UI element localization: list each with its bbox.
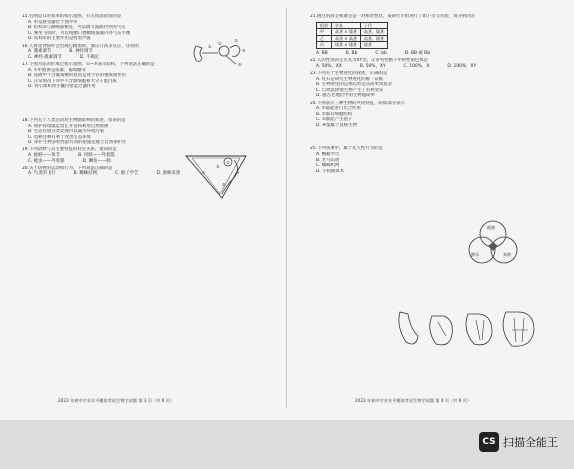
nephron-label-3: ③ xyxy=(226,160,230,165)
venn-label-right: 真菌 xyxy=(503,252,511,257)
left-page-footer: 2023 年初中学业水平模拟考试生物学试题 第 3 页（共 6 页） xyxy=(58,398,175,403)
heart-diagrams xyxy=(392,306,542,352)
camscanner-logo-icon: CS xyxy=(479,432,499,452)
question-20: 20.关于动物的运动和行为，下列说法正确的是 A. 鸟类的飞行 B. 蜘蛛结网 C. 猴子学艺 D. 蜜蜂采蜜 xyxy=(22,165,181,177)
question-17: 17.下图为尿的形成过程示意图，①~⑤表示结构，下列说法正确的是 A. ①中液体是尿素、葡萄糖等 B. 尿液中不含葡萄糖的原因是肾小管的重吸收作用 C. 正常情况下⑤中不含血细胞和大分子蛋白质 D. 肾小球和肾小囊内壁起过滤作用 xyxy=(22,61,155,90)
watermark-text: 扫描全能王 xyxy=(503,436,558,449)
scanner-watermark xyxy=(479,432,558,452)
question-22: 22.人的性别决定方式为XY型，正常男性精子中的性染色体是 A. 50%，XX B. 50%，XY C. 100%，X D. 100%，XY xyxy=(310,58,477,69)
question-15: 15.右图是耳的基本结构示意图，有关说法错误的是 A. 听觉感受器位于图中⑤ B. 结构③与鼻咽部相连，可以调节鼓膜内外的气压 C. 乘坐飞机时，可以咀嚼口香糖使鼓膜内外气压平衡 D. 结构①的主要作用是收集声波 xyxy=(22,14,131,42)
question-19: 19.下列动物与其主要特征的对应关系，错误的是 A. 蚯蚓——体节 B. 河蚌——外套膜 C. 蝗虫——外骨骼 D. 鲫鱼——肺 xyxy=(22,147,117,164)
question-24: 24.下图表示三种生物的共同特征，阴影部分表示 A. ①都能进行光合作用 B. ②都有细胞结构 C. ③都能产生孢子 D. ④都属于真核生物 xyxy=(310,100,405,128)
venn-diagram xyxy=(462,218,524,268)
question-16: 16.人体受到惊吓会出现心跳加快、血压升高等反应，这说明 A. 激素调节 B. 神经调节 C. 神经-激素调节 D. 不确定 xyxy=(22,43,139,60)
question-21: 21.豌豆的高茎和矮茎是一对相对性状，某研究小组进行了如下杂交实验，请分析回答 组别 亲本 子代 甲 高茎 × 矮茎 高茎、矮茎 乙 高茎 × 高茎 高茎、矮茎 丙 矮茎 × 矮茎 矮茎 A. BB B. Bb C. bb D. BB 或 Bb xyxy=(310,14,476,56)
right-page xyxy=(310,14,565,176)
ear-label-3: ③ xyxy=(234,38,238,43)
nephron-diagram xyxy=(182,150,252,202)
venn-label-top: 细菌 xyxy=(487,225,495,230)
ear-label-2: ② xyxy=(218,41,222,46)
ear-label-1: ① xyxy=(208,44,212,49)
right-page-footer: 2023 年初中学业水平模拟考试生物学试题 第 4 页（共 6 页） xyxy=(355,398,472,403)
nephron-label-4: ④ xyxy=(236,170,240,175)
venn-label-left: 酵母 xyxy=(471,252,479,257)
nephron-label-1: ① xyxy=(202,170,206,175)
cross-table: 组别 亲本 子代 甲 高茎 × 矮茎 高茎、矮茎 乙 高茎 × 高茎 高茎、矮茎 丙 矮茎 × 矮茎 矮茎 xyxy=(316,22,388,49)
ear-label-4: ④ xyxy=(242,48,246,53)
question-25: 25.下列各项中，属于先天性行为的是 A. 鹦鹉学舌 B. 老马识途 C. 蜘蛛织网 D. 小狗做算术 xyxy=(310,146,383,174)
ear-diagram xyxy=(190,36,250,70)
question-18: 18.下列关于人类活动对生物圈影响的叙述，错误的是 A. 保护环境就是禁止开发和利用自然资源 B. 生活垃圾分类处理可以减少环境污染 C. 退耕还林有利于改善生态环境 D. 保护生物多样性最有效的措施是建立自然保护区 xyxy=(22,117,127,146)
nephron-label-5: ⑤ xyxy=(222,182,226,187)
ear-label-5: ⑤ xyxy=(238,62,242,67)
nephron-label-2: ② xyxy=(216,164,220,169)
question-23: 23.下列关于生物进化的叙述，正确的是 A. 化石是研究生物进化的唯一证据 B. 生物进化的总体趋势是从简单到复杂 C. 自然选择使生物产生了有利变异 D. 越古老地层中的生物越简单 xyxy=(310,70,393,99)
page-fold-divider xyxy=(286,8,287,408)
